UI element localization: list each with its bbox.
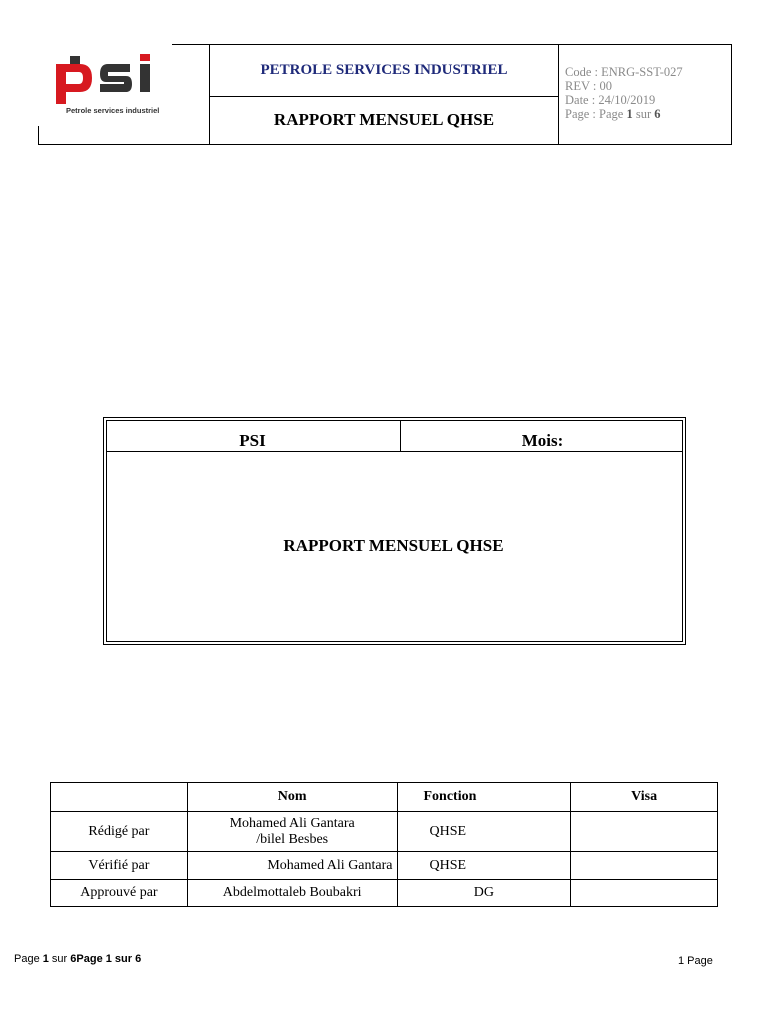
document-meta xyxy=(565,65,683,121)
approval-function: QHSE xyxy=(397,852,571,880)
cover-month-label: Mois: xyxy=(521,431,564,450)
doc-revision: REV : 00 xyxy=(565,79,612,93)
header-report-title: RAPPORT MENSUEL QHSE xyxy=(273,110,495,129)
cover-frame-inner xyxy=(106,420,683,642)
approval-name: Mohamed Ali Gantara xyxy=(187,852,397,880)
approval-visa xyxy=(571,852,718,880)
approval-table xyxy=(50,782,718,907)
doc-code: Code : ENRG-SST-027 xyxy=(565,65,683,79)
approval-header-row xyxy=(51,783,718,812)
company-logo xyxy=(52,52,172,130)
approval-header-name: Nom xyxy=(187,783,397,812)
table-row xyxy=(51,880,718,907)
approval-function: QHSE xyxy=(397,812,571,852)
approval-header-function: Fonction xyxy=(397,783,571,812)
doc-date: Date : 24/10/2019 xyxy=(565,93,656,107)
footer-page-right: 1 Page xyxy=(678,955,713,967)
doc-page: Page : Page 1 sur 6 xyxy=(565,107,661,121)
cover-title: RAPPORT MENSUEL QHSE xyxy=(283,536,504,555)
table-row xyxy=(51,852,718,880)
approval-visa xyxy=(571,880,718,907)
footer-page-left: Page 1 sur 6Page 1 sur 6 xyxy=(14,953,142,965)
table-row xyxy=(51,812,718,852)
approval-name: Mohamed Ali Gantara /bilel Besbes xyxy=(187,812,397,852)
approval-role: Rédigé par xyxy=(51,812,188,852)
company-name: PETROLE SERVICES INDUSTRIEL xyxy=(260,62,508,78)
approval-role: Vérifié par xyxy=(51,852,188,880)
approval-visa xyxy=(571,812,718,852)
cover-company: PSI xyxy=(239,431,266,450)
approval-name: Abdelmottaleb Boubakri xyxy=(187,880,397,907)
approval-header-role xyxy=(51,783,188,812)
approval-header-visa: Visa xyxy=(571,783,718,812)
approval-role: Approuvé par xyxy=(51,880,188,907)
approval-function: DG xyxy=(397,880,571,907)
logo-tagline: Petrole services industriel xyxy=(66,106,160,115)
